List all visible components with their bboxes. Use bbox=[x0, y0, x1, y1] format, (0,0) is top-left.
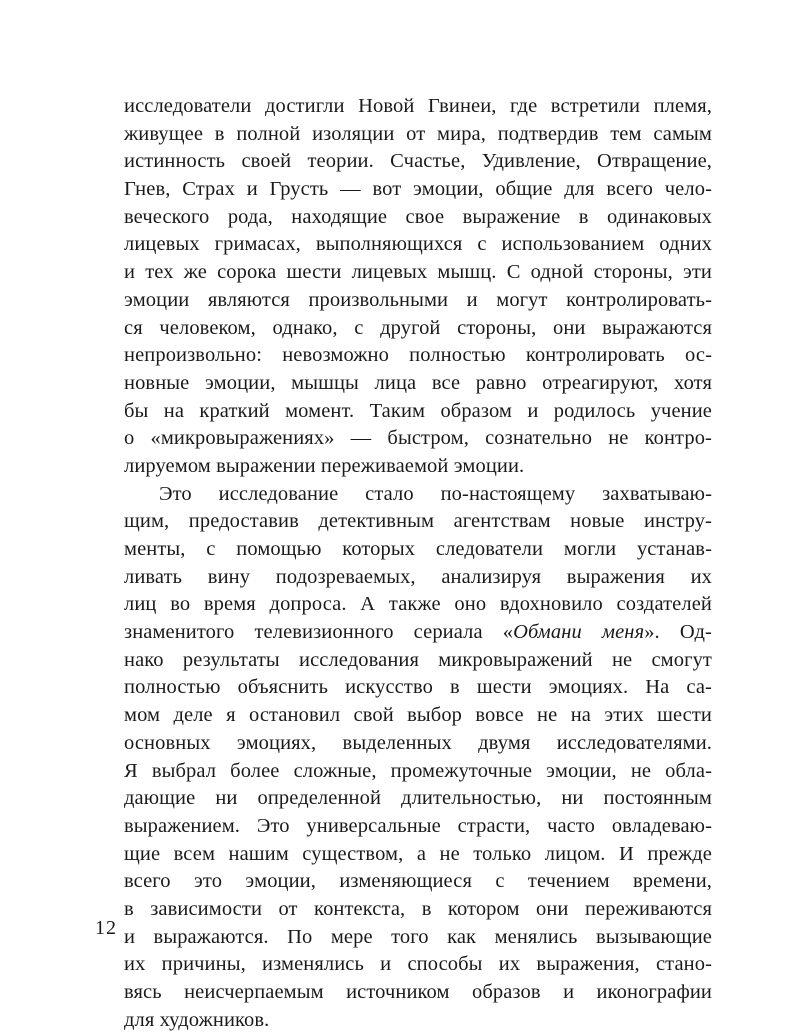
text-line: лицевых гримасах, выполняющихся с использованием одних bbox=[124, 233, 712, 256]
page-number: 12 bbox=[95, 917, 117, 939]
text-line: менты, с помощью которых следователи могли устанав- bbox=[124, 538, 712, 560]
text-line: всего это эмоции, изменяющиеся с течением времени, bbox=[124, 870, 712, 893]
text-line: о «микровыражениях» — быстром, сознательно не контро- bbox=[124, 427, 712, 450]
text-line: бы на краткий момент. Таким образом и родилось учение bbox=[124, 399, 712, 422]
series-title: Обмани меня bbox=[513, 621, 645, 644]
text-line: выражением. Это универсальные страсти, часто овладеваю- bbox=[124, 814, 712, 837]
text-line: в зависимости от контекста, в котором они переживаются bbox=[124, 897, 712, 920]
text-line: веческого рода, находящие свое выражение в одинаковых bbox=[124, 205, 712, 228]
text-line: щим, предоставив детективным агентствам новые инстру- bbox=[124, 510, 712, 533]
text-line: и выражаются. По мере того как менялись вызывающие bbox=[124, 925, 712, 948]
text-line-with-title bbox=[124, 619, 712, 647]
text-line-paragraph-start: Это исследование стало по-настоящему захватываю- bbox=[159, 482, 712, 505]
text-line: полностью объяснить искусство в шести эмоциях. На са- bbox=[124, 676, 712, 699]
text-line: мом деле я остановил свой выбор вовсе не на этих шести bbox=[124, 704, 712, 727]
text-line: дающие ни определенной длительностью, ни постоянным bbox=[124, 787, 712, 810]
text-line: лиц во время допроса. А также оно вдохновило создателей bbox=[124, 593, 712, 616]
text-line: щие всем нашим существом, а не только лицом. И прежде bbox=[124, 842, 712, 865]
body-text bbox=[124, 93, 712, 1034]
text-line: вясь неисчерпаемым источником образов и иконографии bbox=[124, 981, 712, 1003]
text-line: основных эмоциях, выделенных двумя исследователями. bbox=[124, 731, 712, 754]
text-line: и тех же сорока шести лицевых мышц. С одной стороны, эти bbox=[124, 261, 712, 284]
text-line: исследователи достигли Новой Гвинеи, где встретили племя, bbox=[124, 95, 712, 117]
text-segment: знаменитого телевизионного сериала « bbox=[124, 621, 514, 644]
text-line-paragraph-end: лируемом выражении переживаемой эмоции. bbox=[124, 454, 525, 477]
text-line-paragraph-end: для художников. bbox=[124, 1008, 270, 1031]
text-line: Я выбрал более сложные, промежуточные эмоции, не обла- bbox=[124, 759, 712, 782]
text-line: непроизвольно: невозможно полностью контролировать ос- bbox=[124, 344, 712, 367]
text-line: ся человеком, однако, с другой стороны, они выражаются bbox=[124, 316, 712, 339]
text-line: их причины, изменялись и способы их выражения, стано- bbox=[124, 953, 712, 976]
text-line: нако результаты исследования микровыражений не смогут bbox=[124, 648, 712, 671]
text-line: живущее в полной изоляции от мира, подтвердив тем самым bbox=[124, 122, 712, 145]
text-line: Гнев, Страх и Грусть — вот эмоции, общие для всего чело- bbox=[124, 178, 712, 201]
text-line: истинность своей теории. Счастье, Удивление, Отвращение, bbox=[124, 150, 712, 173]
text-line: ливать вину подозреваемых, анализируя выражения их bbox=[124, 565, 712, 588]
text-line: новные эмоции, мышцы лица все равно отреагируют, хотя bbox=[124, 371, 712, 394]
text-segment: ». Од- bbox=[644, 621, 712, 644]
text-line: эмоции являются произвольными и могут контролировать- bbox=[124, 288, 712, 311]
